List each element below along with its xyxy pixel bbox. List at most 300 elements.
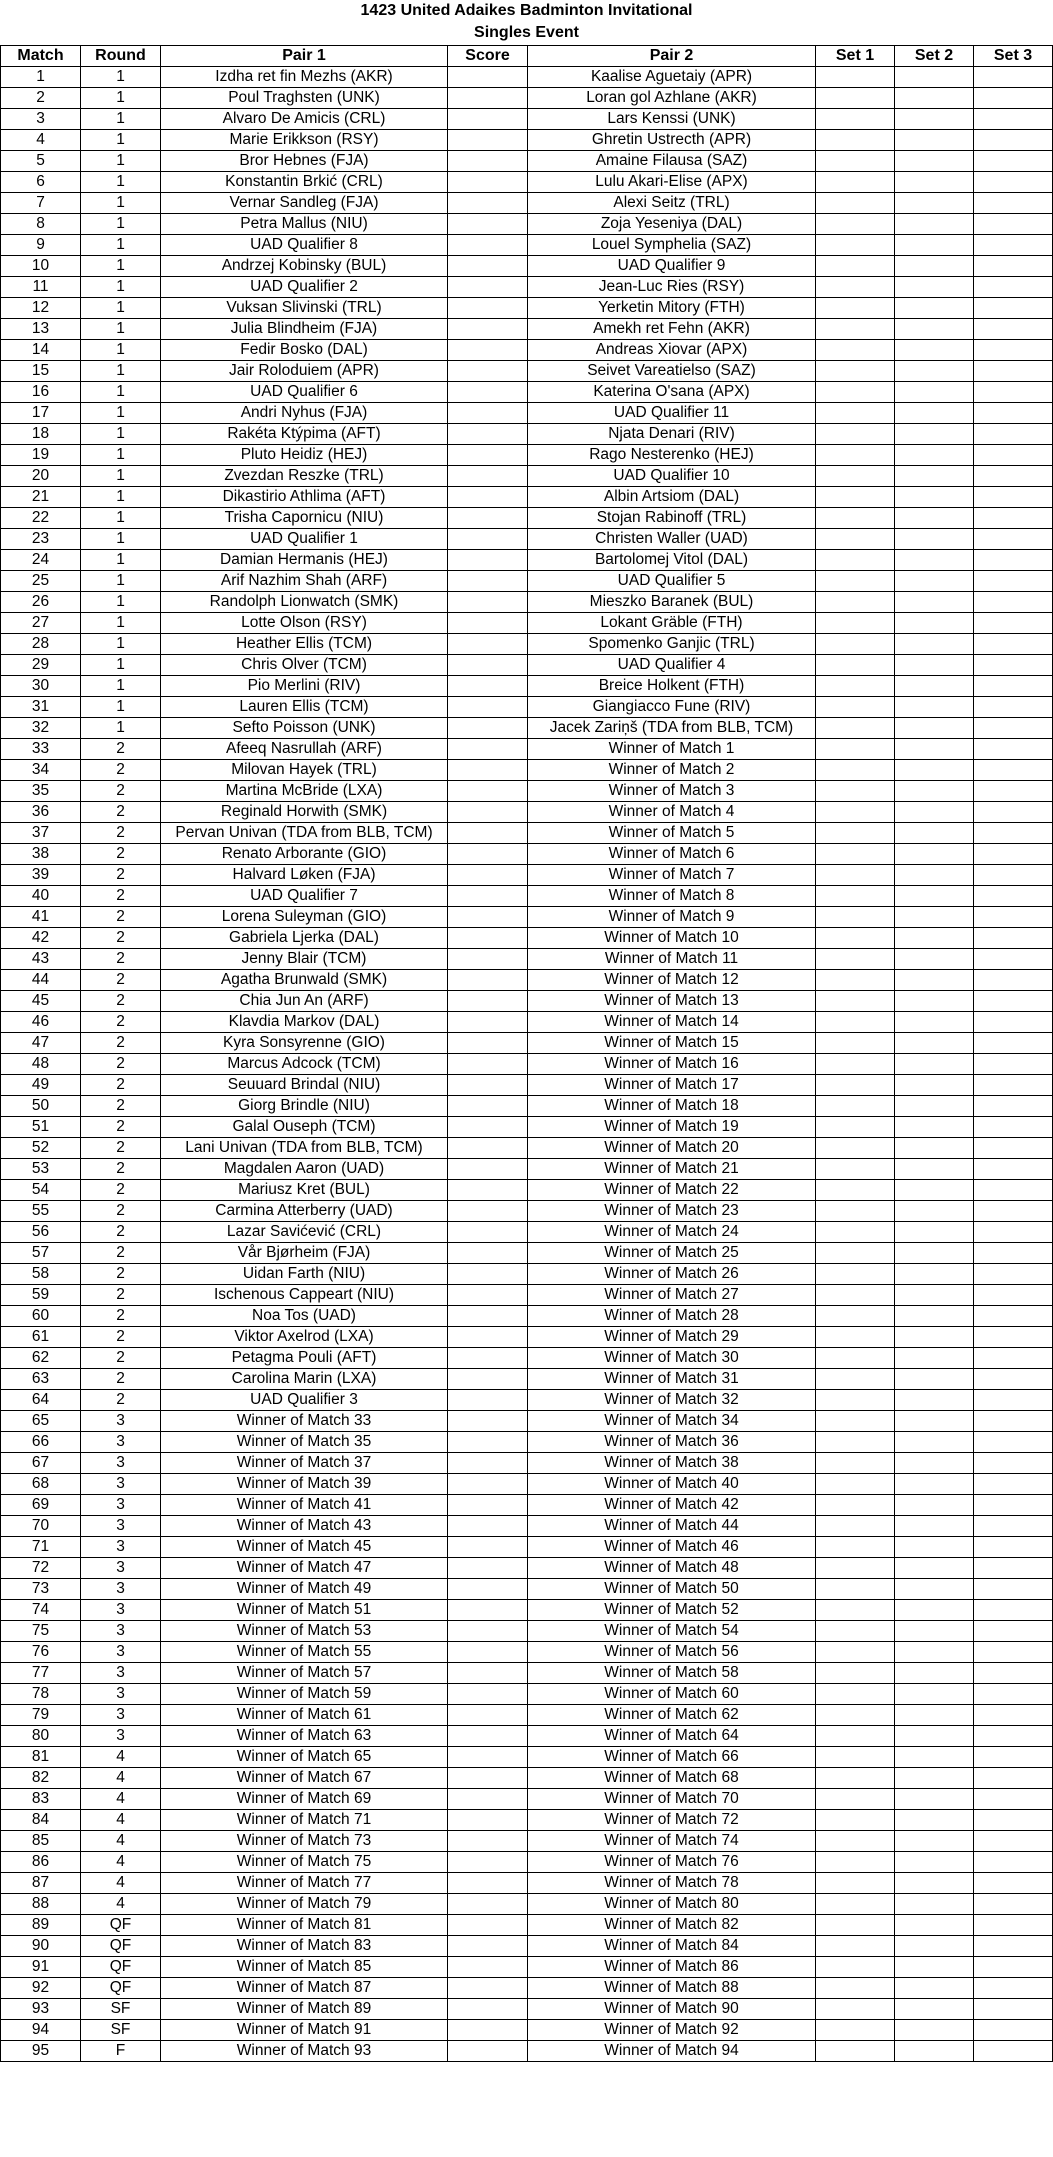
cell-pair-2: Winner of Match 92 [528, 2020, 816, 2041]
cell-set-3 [974, 1012, 1053, 1033]
cell-pair-1: Winner of Match 41 [161, 1495, 448, 1516]
cell-score [448, 949, 528, 970]
cell-match: 48 [1, 1054, 81, 1075]
cell-match: 51 [1, 1117, 81, 1138]
cell-set-1 [816, 130, 895, 151]
cell-pair-2: Winner of Match 52 [528, 1600, 816, 1621]
cell-pair-2: Winner of Match 72 [528, 1810, 816, 1831]
cell-score [448, 1369, 528, 1390]
table-row [1, 1831, 1053, 1852]
cell-set-2 [895, 277, 974, 298]
cell-set-1 [816, 508, 895, 529]
cell-set-2 [895, 949, 974, 970]
cell-pair-2: Winner of Match 66 [528, 1747, 816, 1768]
cell-set-1 [816, 1159, 895, 1180]
cell-pair-1: Andri Nyhus (FJA) [161, 403, 448, 424]
cell-round: 1 [81, 487, 161, 508]
cell-match: 83 [1, 1789, 81, 1810]
cell-pair-1: Klavdia Markov (DAL) [161, 1012, 448, 1033]
cell-round: 2 [81, 907, 161, 928]
cell-set-2 [895, 970, 974, 991]
cell-score [448, 571, 528, 592]
cell-score [448, 508, 528, 529]
cell-match: 16 [1, 382, 81, 403]
table-row [1, 1768, 1053, 1789]
cell-set-2 [895, 1201, 974, 1222]
match-rows [1, 67, 1053, 2062]
cell-match: 93 [1, 1999, 81, 2020]
cell-score [448, 2041, 528, 2062]
cell-set-2 [895, 1810, 974, 1831]
cell-set-2 [895, 445, 974, 466]
table-row [1, 193, 1053, 214]
table-row [1, 781, 1053, 802]
cell-set-1 [816, 340, 895, 361]
cell-match: 64 [1, 1390, 81, 1411]
cell-round: 2 [81, 1138, 161, 1159]
cell-set-3 [974, 151, 1053, 172]
cell-pair-2: UAD Qualifier 5 [528, 571, 816, 592]
cell-set-1 [816, 1264, 895, 1285]
cell-set-3 [974, 1894, 1053, 1915]
table-row [1, 1789, 1053, 1810]
cell-pair-2: Amekh ret Fehn (AKR) [528, 319, 816, 340]
cell-pair-1: Heather Ellis (TCM) [161, 634, 448, 655]
cell-round: F [81, 2041, 161, 2062]
cell-match: 78 [1, 1684, 81, 1705]
cell-score [448, 1516, 528, 1537]
cell-pair-1: Lani Univan (TDA from BLB, TCM) [161, 1138, 448, 1159]
cell-round: 3 [81, 1411, 161, 1432]
cell-round: 2 [81, 949, 161, 970]
cell-pair-2: Giangiacco Fune (RIV) [528, 697, 816, 718]
cell-score [448, 1033, 528, 1054]
cell-round: 3 [81, 1474, 161, 1495]
cell-set-1 [816, 1306, 895, 1327]
cell-match: 62 [1, 1348, 81, 1369]
cell-set-1 [816, 592, 895, 613]
cell-set-3 [974, 445, 1053, 466]
cell-pair-2: Winner of Match 74 [528, 1831, 816, 1852]
cell-set-3 [974, 1999, 1053, 2020]
cell-pair-2: Winner of Match 90 [528, 1999, 816, 2020]
table-row [1, 1012, 1053, 1033]
cell-pair-1: Vår Bjørheim (FJA) [161, 1243, 448, 1264]
cell-round: 2 [81, 1180, 161, 1201]
cell-set-2 [895, 1684, 974, 1705]
cell-set-2 [895, 865, 974, 886]
cell-pair-2: Winner of Match 10 [528, 928, 816, 949]
cell-match: 58 [1, 1264, 81, 1285]
cell-score [448, 193, 528, 214]
cell-set-2 [895, 382, 974, 403]
cell-set-2 [895, 109, 974, 130]
cell-set-3 [974, 823, 1053, 844]
cell-round: 3 [81, 1579, 161, 1600]
cell-pair-2: Winner of Match 64 [528, 1726, 816, 1747]
cell-match: 82 [1, 1768, 81, 1789]
cell-match: 43 [1, 949, 81, 970]
table-row [1, 1453, 1053, 1474]
table-row [1, 802, 1053, 823]
cell-set-2 [895, 1999, 974, 2020]
cell-round: 3 [81, 1705, 161, 1726]
cell-pair-2: Albin Artsiom (DAL) [528, 487, 816, 508]
cell-set-3 [974, 1474, 1053, 1495]
cell-pair-2: Winner of Match 68 [528, 1768, 816, 1789]
table-row [1, 1411, 1053, 1432]
cell-score [448, 1852, 528, 1873]
cell-set-1 [816, 1852, 895, 1873]
cell-set-2 [895, 1768, 974, 1789]
cell-round: 2 [81, 844, 161, 865]
cell-score [448, 1453, 528, 1474]
cell-match: 49 [1, 1075, 81, 1096]
cell-pair-1: Winner of Match 49 [161, 1579, 448, 1600]
cell-round: 4 [81, 1831, 161, 1852]
table-row [1, 361, 1053, 382]
cell-set-1 [816, 361, 895, 382]
cell-pair-1: Viktor Axelrod (LXA) [161, 1327, 448, 1348]
cell-pair-2: Jean-Luc Ries (RSY) [528, 277, 816, 298]
cell-set-3 [974, 1096, 1053, 1117]
cell-round: 1 [81, 382, 161, 403]
cell-round: 4 [81, 1852, 161, 1873]
cell-set-3 [974, 487, 1053, 508]
cell-score [448, 424, 528, 445]
cell-set-2 [895, 1978, 974, 1999]
cell-round: QF [81, 1978, 161, 1999]
cell-set-3 [974, 1516, 1053, 1537]
cell-score [448, 865, 528, 886]
cell-score [448, 1642, 528, 1663]
cell-set-3 [974, 1327, 1053, 1348]
cell-set-3 [974, 1054, 1053, 1075]
cell-set-2 [895, 613, 974, 634]
cell-match: 59 [1, 1285, 81, 1306]
cell-set-1 [816, 760, 895, 781]
cell-pair-1: Winner of Match 33 [161, 1411, 448, 1432]
cell-set-1 [816, 1579, 895, 1600]
cell-pair-1: Mariusz Kret (BUL) [161, 1180, 448, 1201]
cell-pair-1: Agatha Brunwald (SMK) [161, 970, 448, 991]
cell-round: 2 [81, 865, 161, 886]
cell-pair-2: Loran gol Azhlane (AKR) [528, 88, 816, 109]
cell-pair-1: Afeeq Nasrullah (ARF) [161, 739, 448, 760]
cell-pair-2: Lokant Gräble (FTH) [528, 613, 816, 634]
cell-pair-1: Seuuard Brindal (NIU) [161, 1075, 448, 1096]
header-match: Match [1, 46, 81, 67]
cell-score [448, 1411, 528, 1432]
title-block [0, 0, 1053, 45]
cell-match: 67 [1, 1453, 81, 1474]
header-set-2: Set 2 [895, 46, 974, 67]
cell-round: 2 [81, 970, 161, 991]
cell-set-2 [895, 1516, 974, 1537]
cell-match: 63 [1, 1369, 81, 1390]
cell-pair-2: Winner of Match 4 [528, 802, 816, 823]
cell-round: 2 [81, 1348, 161, 1369]
cell-round: 1 [81, 88, 161, 109]
cell-set-1 [816, 1285, 895, 1306]
table-row [1, 739, 1053, 760]
cell-pair-2: Winner of Match 78 [528, 1873, 816, 1894]
cell-set-1 [816, 1978, 895, 1999]
cell-pair-2: Winner of Match 50 [528, 1579, 816, 1600]
cell-set-1 [816, 1516, 895, 1537]
cell-pair-2: Winner of Match 14 [528, 1012, 816, 1033]
cell-set-1 [816, 1936, 895, 1957]
cell-score [448, 1579, 528, 1600]
page-subtitle: Singles Event [474, 24, 579, 41]
cell-pair-1: Winner of Match 87 [161, 1978, 448, 1999]
cell-score [448, 760, 528, 781]
cell-pair-2: Spomenko Ganjic (TRL) [528, 634, 816, 655]
cell-pair-2: Alexi Seitz (TRL) [528, 193, 816, 214]
cell-set-3 [974, 277, 1053, 298]
cell-pair-2: Yerketin Mitory (FTH) [528, 298, 816, 319]
cell-pair-1: Petagma Pouli (AFT) [161, 1348, 448, 1369]
cell-round: 2 [81, 1075, 161, 1096]
cell-set-3 [974, 1768, 1053, 1789]
cell-set-2 [895, 1936, 974, 1957]
cell-match: 34 [1, 760, 81, 781]
cell-pair-1: Noa Tos (UAD) [161, 1306, 448, 1327]
cell-set-3 [974, 1495, 1053, 1516]
cell-pair-2: Winner of Match 16 [528, 1054, 816, 1075]
cell-set-1 [816, 613, 895, 634]
table-row [1, 571, 1053, 592]
cell-set-2 [895, 256, 974, 277]
table-row [1, 88, 1053, 109]
cell-score [448, 1222, 528, 1243]
cell-set-2 [895, 508, 974, 529]
cell-pair-2: Winner of Match 21 [528, 1159, 816, 1180]
cell-set-2 [895, 718, 974, 739]
table-row [1, 1726, 1053, 1747]
cell-score [448, 823, 528, 844]
cell-set-3 [974, 1138, 1053, 1159]
cell-round: 3 [81, 1495, 161, 1516]
cell-score [448, 1201, 528, 1222]
cell-set-1 [816, 277, 895, 298]
cell-set-2 [895, 2041, 974, 2062]
cell-match: 22 [1, 508, 81, 529]
cell-match: 2 [1, 88, 81, 109]
cell-pair-1: Marcus Adcock (TCM) [161, 1054, 448, 1075]
cell-pair-1: Winner of Match 61 [161, 1705, 448, 1726]
cell-score [448, 1180, 528, 1201]
table-row [1, 1495, 1053, 1516]
cell-set-3 [974, 907, 1053, 928]
cell-pair-2: Winner of Match 29 [528, 1327, 816, 1348]
cell-match: 26 [1, 592, 81, 613]
cell-pair-2: Winner of Match 31 [528, 1369, 816, 1390]
cell-set-3 [974, 1978, 1053, 1999]
table-row [1, 1243, 1053, 1264]
table-row [1, 319, 1053, 340]
cell-set-3 [974, 1642, 1053, 1663]
table-row [1, 844, 1053, 865]
cell-set-3 [974, 1537, 1053, 1558]
cell-score [448, 1537, 528, 1558]
table-row [1, 340, 1053, 361]
cell-round: 2 [81, 1012, 161, 1033]
cell-set-3 [974, 172, 1053, 193]
cell-round: 1 [81, 592, 161, 613]
cell-set-3 [974, 1075, 1053, 1096]
cell-match: 27 [1, 613, 81, 634]
cell-match: 95 [1, 2041, 81, 2062]
cell-pair-1: Winner of Match 51 [161, 1600, 448, 1621]
cell-pair-2: Amaine Filausa (SAZ) [528, 151, 816, 172]
table-row [1, 991, 1053, 1012]
cell-set-2 [895, 592, 974, 613]
cell-set-2 [895, 424, 974, 445]
cell-set-3 [974, 235, 1053, 256]
cell-match: 11 [1, 277, 81, 298]
cell-pair-1: Lotte Olson (RSY) [161, 613, 448, 634]
cell-score [448, 970, 528, 991]
cell-match: 36 [1, 802, 81, 823]
cell-round: 2 [81, 1327, 161, 1348]
cell-pair-1: Winner of Match 37 [161, 1453, 448, 1474]
cell-score [448, 886, 528, 907]
cell-set-3 [974, 256, 1053, 277]
cell-score [448, 172, 528, 193]
cell-set-1 [816, 571, 895, 592]
cell-round: 2 [81, 1390, 161, 1411]
cell-score [448, 1810, 528, 1831]
cell-set-2 [895, 361, 974, 382]
cell-set-1 [816, 2041, 895, 2062]
cell-match: 60 [1, 1306, 81, 1327]
cell-set-2 [895, 550, 974, 571]
cell-set-3 [974, 340, 1053, 361]
table-row [1, 655, 1053, 676]
cell-score [448, 1432, 528, 1453]
cell-pair-2: Bartolomej Vitol (DAL) [528, 550, 816, 571]
cell-pair-2: Winner of Match 62 [528, 1705, 816, 1726]
cell-score [448, 1264, 528, 1285]
cell-round: 4 [81, 1810, 161, 1831]
cell-score [448, 1873, 528, 1894]
cell-pair-1: Magdalen Aaron (UAD) [161, 1159, 448, 1180]
cell-round: 1 [81, 613, 161, 634]
cell-set-2 [895, 1222, 974, 1243]
table-row [1, 823, 1053, 844]
cell-round: 1 [81, 424, 161, 445]
cell-score [448, 1768, 528, 1789]
cell-pair-2: Winner of Match 20 [528, 1138, 816, 1159]
cell-round: 3 [81, 1516, 161, 1537]
cell-score [448, 151, 528, 172]
cell-match: 12 [1, 298, 81, 319]
cell-pair-1: Winner of Match 65 [161, 1747, 448, 1768]
cell-set-1 [816, 907, 895, 928]
cell-pair-2: Winner of Match 6 [528, 844, 816, 865]
cell-set-1 [816, 1390, 895, 1411]
cell-set-2 [895, 655, 974, 676]
cell-match: 24 [1, 550, 81, 571]
table-row [1, 634, 1053, 655]
table-row [1, 1348, 1053, 1369]
table-row [1, 1621, 1053, 1642]
cell-score [448, 1705, 528, 1726]
cell-set-1 [816, 382, 895, 403]
cell-set-1 [816, 298, 895, 319]
cell-round: 1 [81, 676, 161, 697]
cell-pair-1: Winner of Match 75 [161, 1852, 448, 1873]
cell-set-2 [895, 1579, 974, 1600]
cell-set-3 [974, 571, 1053, 592]
header-row [1, 46, 1053, 67]
table-row [1, 1033, 1053, 1054]
cell-set-2 [895, 1138, 974, 1159]
cell-set-3 [974, 214, 1053, 235]
cell-pair-2: Winner of Match 40 [528, 1474, 816, 1495]
cell-pair-1: Winner of Match 69 [161, 1789, 448, 1810]
cell-pair-1: Chia Jun An (ARF) [161, 991, 448, 1012]
table-row [1, 1705, 1053, 1726]
cell-set-2 [895, 886, 974, 907]
cell-set-1 [816, 823, 895, 844]
cell-pair-2: Winner of Match 25 [528, 1243, 816, 1264]
cell-round: 2 [81, 991, 161, 1012]
cell-set-1 [816, 214, 895, 235]
cell-set-2 [895, 760, 974, 781]
cell-pair-1: Pluto Heidiz (HEJ) [161, 445, 448, 466]
cell-set-2 [895, 1852, 974, 1873]
table-row [1, 1957, 1053, 1978]
cell-score [448, 655, 528, 676]
cell-match: 17 [1, 403, 81, 424]
cell-set-3 [974, 634, 1053, 655]
header-score: Score [448, 46, 528, 67]
header-pair-2: Pair 2 [528, 46, 816, 67]
cell-score [448, 1621, 528, 1642]
cell-set-3 [974, 949, 1053, 970]
cell-pair-2: Winner of Match 30 [528, 1348, 816, 1369]
cell-round: 2 [81, 1201, 161, 1222]
cell-score [448, 1558, 528, 1579]
table-row [1, 1159, 1053, 1180]
cell-score [448, 1936, 528, 1957]
cell-score [448, 130, 528, 151]
cell-match: 74 [1, 1600, 81, 1621]
cell-round: 2 [81, 928, 161, 949]
table-row [1, 529, 1053, 550]
cell-set-2 [895, 928, 974, 949]
cell-set-3 [974, 613, 1053, 634]
table-row [1, 1264, 1053, 1285]
cell-score [448, 445, 528, 466]
cell-set-1 [816, 1474, 895, 1495]
cell-match: 69 [1, 1495, 81, 1516]
cell-set-3 [974, 1390, 1053, 1411]
cell-set-3 [974, 781, 1053, 802]
table-row [1, 1369, 1053, 1390]
cell-pair-1: Trisha Capornicu (NIU) [161, 508, 448, 529]
cell-pair-2: Winner of Match 56 [528, 1642, 816, 1663]
cell-pair-1: Winner of Match 57 [161, 1663, 448, 1684]
cell-pair-1: UAD Qualifier 7 [161, 886, 448, 907]
cell-pair-1: Giorg Brindle (NIU) [161, 1096, 448, 1117]
cell-set-2 [895, 697, 974, 718]
cell-pair-2: Winner of Match 36 [528, 1432, 816, 1453]
cell-match: 33 [1, 739, 81, 760]
cell-score [448, 319, 528, 340]
